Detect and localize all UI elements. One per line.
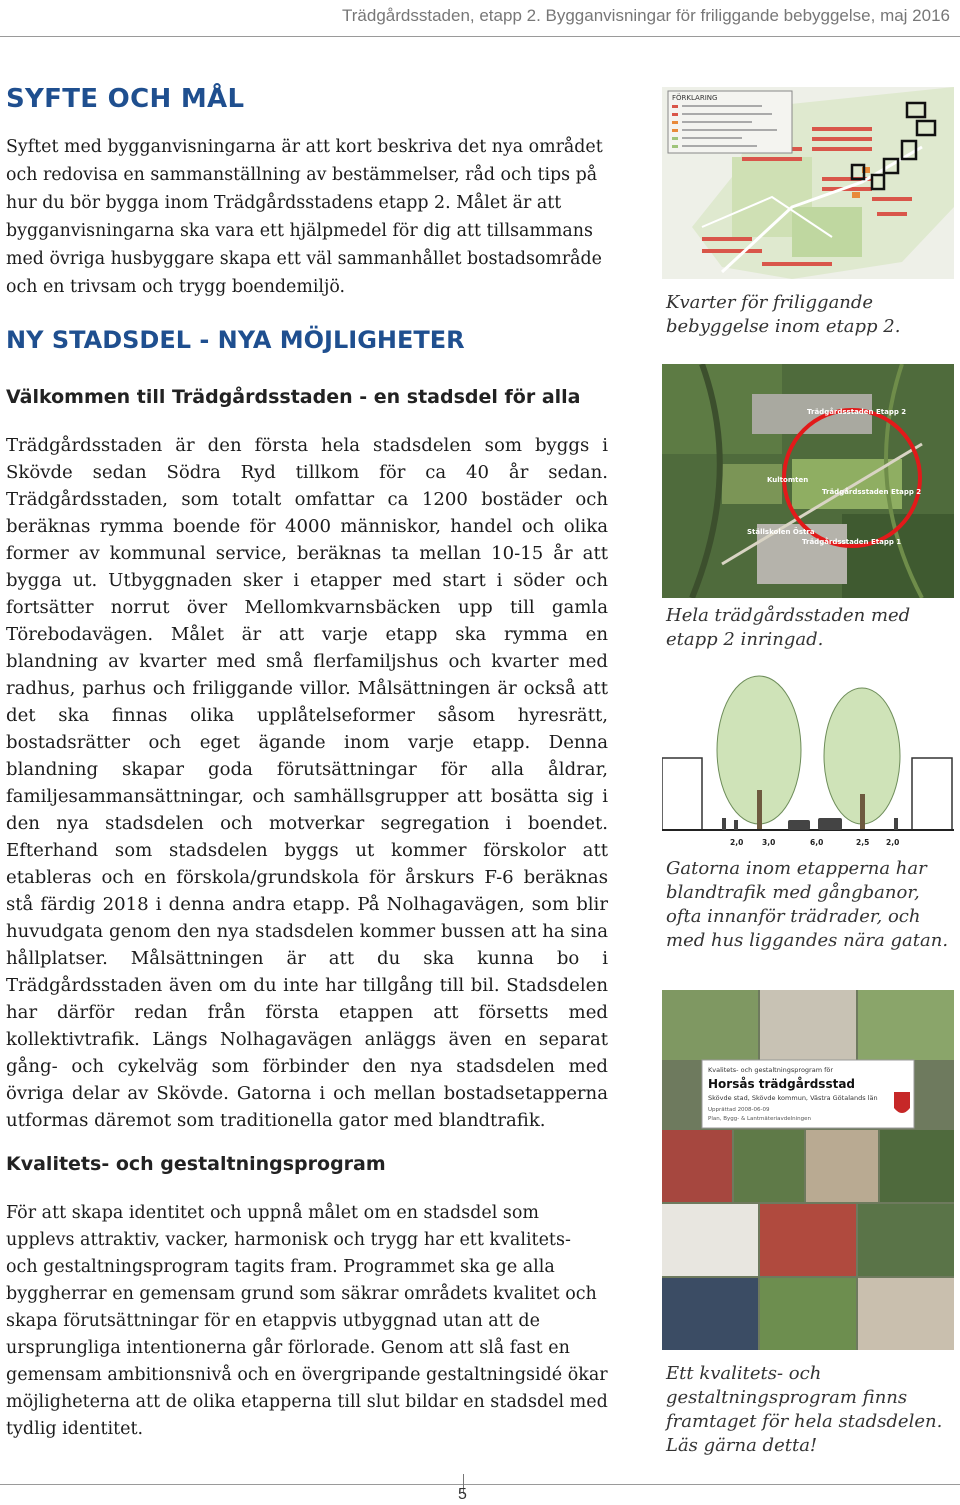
section-heading-stadsdel: NY STADSDEL - NYA MÖJLIGHETER	[6, 326, 465, 354]
running-header: Trädgårdsstaden, etapp 2. Bygganvisningar för friliggande bebyggelse, maj 2016	[342, 6, 950, 25]
program-cover-title: Horsås trädgårdsstad	[708, 1077, 856, 1091]
header-rule	[0, 36, 960, 37]
street-section-image	[662, 670, 954, 852]
page-number: 5	[458, 1486, 467, 1503]
section-dim-4: 2,5	[856, 838, 870, 847]
program-cover-place: Skövde stad, Skövde kommun, Västra Götalands län	[708, 1094, 878, 1102]
street-section-caption: Gatorna inom etapperna har blandtrafik med gångbanor, ofta innanför trädrader, och med hus liggandes nära gatan.	[666, 858, 949, 951]
plan-legend-title: FÖRKLARING	[672, 94, 718, 102]
aerial-label-etapp1: Trädgårdsstaden Etapp 1	[802, 538, 902, 546]
program-collage-image	[662, 990, 954, 1350]
footer-rule	[0, 1484, 960, 1485]
paragraph-syfte: Syftet med bygganvisningarna är att kort beskriva det nya området och redovisa en sammanställning av bestämmelser, råd och tips på hur du bör bygga inom Trädgårdsstadens etapp 2. Målet är att bygganvisningarna ska vara ett hjälpmedel för dig att tillsammans med övriga husbyggare skapa ett väl sammanhållet bostadsområde och en trivsam och trygg boendemiljö.	[6, 137, 603, 297]
plan-map-caption: Kvarter för friliggande bebyggelse inom etapp 2.	[666, 292, 901, 337]
program-cover-meta2: Plan, Bygg- & Lantmäteriavdelningen	[708, 1116, 812, 1122]
section-dim-5: 2,0	[886, 838, 900, 847]
street-section-figure	[662, 670, 954, 852]
aerial-label-kultomten: Kultomten	[767, 476, 809, 484]
program-cover-meta1: Upprättad 2008-06-09	[708, 1107, 770, 1113]
municipal-crest-icon	[894, 1092, 910, 1113]
section-dim-3: 6,0	[810, 838, 824, 847]
plan-map-figure	[662, 87, 954, 279]
program-cover-kicker: Kvalitets- och gestaltningsprogram för	[708, 1066, 834, 1074]
subheading-welcome: Välkommen till Trädgårdsstaden - en stadsdel för alla	[6, 386, 581, 408]
program-collage-figure	[662, 990, 954, 1350]
aerial-label-etapp2: Trädgårdsstaden Etapp 2	[822, 488, 922, 496]
section-dim-1: 2,0	[730, 838, 744, 847]
section-dim-2: 3,0	[762, 838, 776, 847]
section-heading-syfte: SYFTE OCH MÅL	[6, 84, 245, 114]
aerial-photo-image	[662, 364, 954, 598]
aerial-photo-figure	[662, 364, 954, 598]
aerial-photo-caption: Hela trädgårdsstaden med etapp 2 inringad.	[666, 605, 911, 650]
paragraph-kvalitet: För att skapa identitet och uppnå målet om en stadsdel som upplevs attraktiv, vacker, harmonisk och trygg har ett kvalitets- och gestaltningsprogram tagits fram. Programmet ska ge alla byggherrar en gemensam grund som säkrar områdets kvalitet och skapa förutsättningar för en etappvis utbyggnad utan att de ursprungliga intentionerna går förlorade. Genom att slå fast en gemensam ambitionsnivå och en övergripande gestaltningsidé ökar möjligheterna att de olika etapperna till slut bildar en stadsdel med tydlig identitet.	[6, 1203, 608, 1439]
program-collage-caption: Ett kvalitets- och gestaltningsprogram finns framtaget för hela stadsdelen. Läs gärna detta!	[666, 1363, 943, 1456]
paragraph-stadsdel: Trädgårdsstaden är den första hela stadsdelen som byggs i Skövde sedan Södra Ryd tillkom för ca 40 år sedan. Trädgårdsstaden, som totalt omfattar ca 1200 bostäder och beräknas rymma boende för 4000 människor, handel och olika former av kommunal service, beräknas ta mellan 10-15 år att bygga ut. Utbyggnaden sker i etapper med start i söder och fortsätter norrut över Mellomkvarnsbäcken upp till gamla Törebodavägen. Målet är att varje etapp ska rymma en blandning av kvarter med små flerfamiljshus och kvarter med radhus, parhus och friliggande villor. Målsättningen är också att det ska finnas olika upplåtelseformer såsom hyresrätt, bostadsrätter och eget ägande inom varje etapp. Denna blandning skapar goda förutsättningar för alla åldrar, familjesammansättningar, och samhällsgrupper att bosätta sig i den nya stadsdelen och motverkar segregation i boendet. Efterhand som stadsdelen byggs ut kommer förskolor att etableras och en förskola/grundskola för årskurs F-6 beräknas stå färdig 2018 i denna andra etapp. På Nolhagavägen, som blir huvudgata genom den nya stadsdelen kommer bussen att ha sina hållplatser. Målsättningen är att du ska kunna bo i Trädgårdsstaden även om du inte har tillgång till bil. Stadsdelen har därför redan från första etappen att försetts med kollektivtrafik. Längs Nolhagavägen anläggs även en separat gång- och cykelväg som förbinder den nya stadsdelen med övriga delar av Skövde. Gatorna i och mellan bostadsetapperna utformas däremot som traditionella gator med blandtrafik.	[6, 435, 608, 1131]
aerial-label-stallskolen: Ställskolen Östra	[747, 528, 815, 536]
aerial-label-etapp2-north: Trädgårdsstaden Etapp 2	[807, 408, 907, 416]
plan-map-image	[662, 87, 954, 279]
subheading-kvalitet: Kvalitets- och gestaltningsprogram	[6, 1153, 386, 1175]
